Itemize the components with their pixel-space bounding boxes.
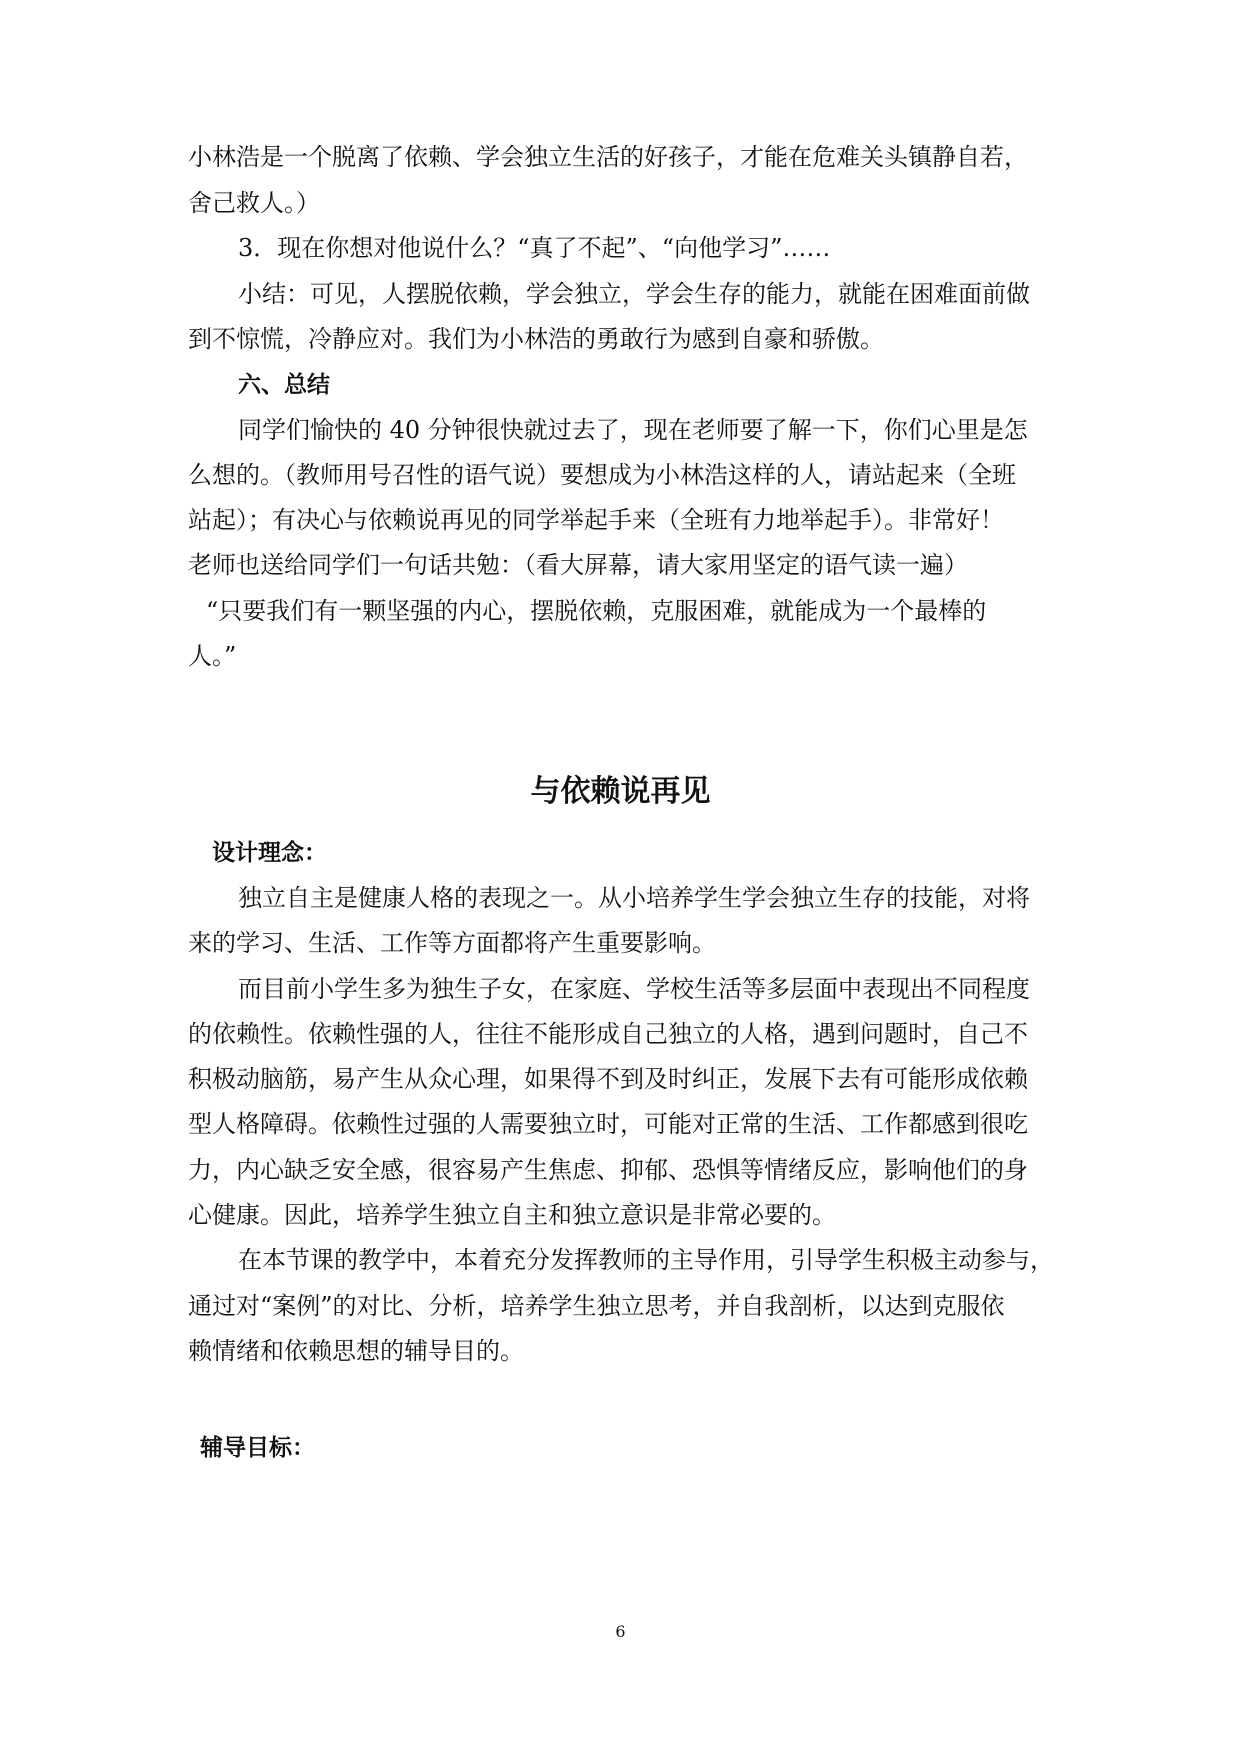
text-line: 的依赖性。依赖性强的人，往往不能形成自己独立的人格，遇到问题时，自己不 [188,1020,1028,1048]
list-item-3: 3．现在你想对他说什么？“真了不起”、“向他学习”…… [238,234,831,262]
text-line: 老师也送给同学们一句话共勉：（看大屏幕，请大家用坚定的语气读一遍） [188,551,968,579]
text-line: 小林浩是一个脱离了依赖、学会独立生活的好孩子，才能在危难关头镇静自若， [188,143,1028,171]
text-line: 在本节课的教学中，本着充分发挥教师的主导作用，引导学生积极主动参与， [238,1246,1054,1274]
text-line: 舍己救人。） [188,189,320,217]
text-line: 型人格障碍。依赖性过强的人需要独立时，可能对正常的生活、工作都感到很吃 [188,1110,1028,1138]
text-line: 而目前小学生多为独生子女，在家庭、学校生活等多层面中表现出不同程度 [238,975,1030,1003]
text-line: 么想的。（教师用号召性的语气说）要想成为小林浩这样的人，请站起来（全班 [188,461,1016,489]
text-line: 积极动脑筋，易产生从众心理，如果得不到及时纠正，发展下去有可能形成依赖 [188,1065,1028,1093]
text-line: 同学们愉快的 40 分钟很快就过去了，现在老师要了解一下，你们心里是怎 [238,416,1028,444]
text-line: 赖情绪和依赖思想的辅导目的。 [188,1337,524,1365]
quote-line: “只要我们有一颗坚强的内心，摆脱依赖，克服困难，就能成为一个最棒的 [206,597,987,625]
text-line: 力，内心缺乏安全感，很容易产生焦虑、抑郁、恐惧等情绪反应，影响他们的身 [188,1156,1028,1184]
text-line: 通过对“案例”的对比、分析，培养学生独立思考，并自我剖析，以达到克服依 [188,1292,1005,1320]
document-title: 与依赖说再见 [530,774,711,809]
section-heading-goals: 辅导目标： [200,1435,315,1461]
section-heading-design: 设计理念： [212,840,327,866]
summary-line: 小结：可见，人摆脱依赖，学会独立，学会生存的能力，就能在困难面前做 [238,280,1030,308]
page-number: 6 [615,1622,626,1641]
text-line: 独立自主是健康人格的表现之一。从小培养学生学会独立生存的技能，对将 [238,884,1030,912]
text-line: 到不惊慌，冷静应对。我们为小林浩的勇敢行为感到自豪和骄傲。 [188,325,884,353]
text-line: 来的学习、生活、工作等方面都将产生重要影响。 [188,929,716,957]
text-line: 站起）；有决心与依赖说再见的同学举起手来（全班有力地举起手）。非常好！ [188,506,1004,534]
quote-line: 人。” [188,642,237,670]
text-line: 心健康。因此，培养学生独立自主和独立意识是非常必要的。 [188,1201,836,1229]
section-heading-summary: 六、总结 [238,372,330,398]
